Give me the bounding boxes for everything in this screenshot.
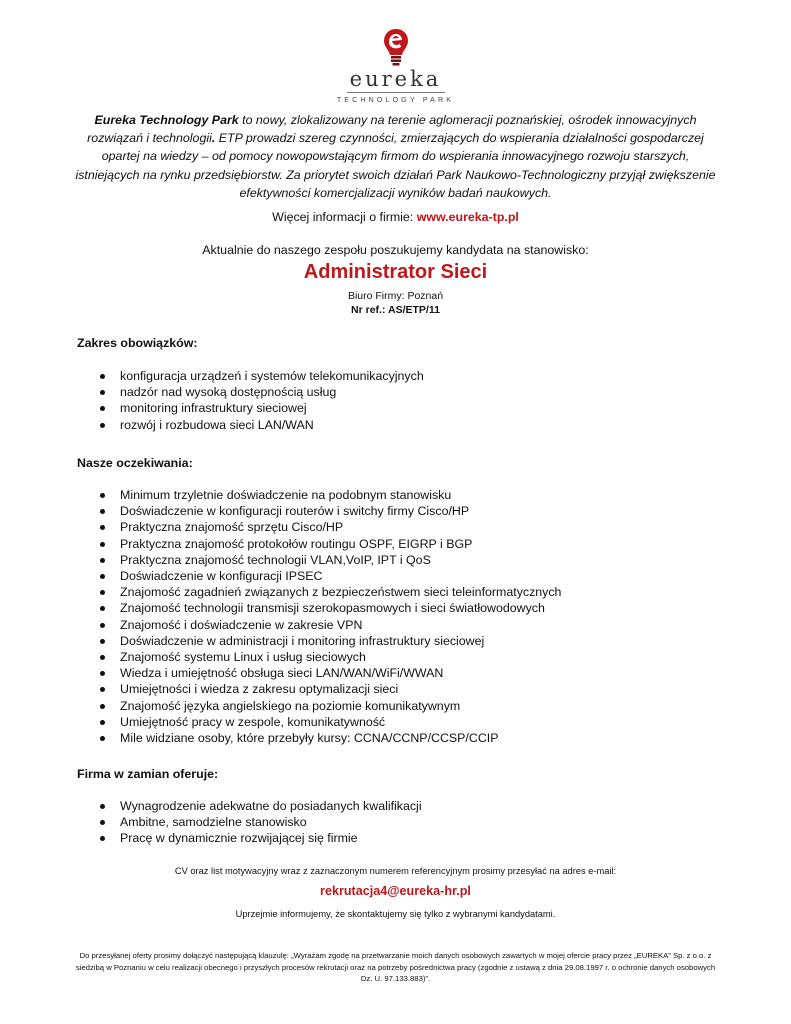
logo-wordmark: eureka <box>349 67 442 91</box>
bullet-icon <box>100 558 105 563</box>
bullet-icon <box>100 623 105 628</box>
list-item: Praktyczna znajomość protokołów routingu OSPF, EIGRP i BGP <box>98 536 561 552</box>
bullet-icon <box>100 671 105 676</box>
list-item: konfiguracja urządzeń i systemów telekomunikacyjnych <box>98 368 424 384</box>
cv-instructions: CV oraz list motywacyjny wraz z zaznaczonym numerem referencyjnym prosimy przesyłać na adres e-mail: <box>174 866 617 876</box>
list-item: Umiejętność pracy w zespole, komunikatywność <box>98 714 561 730</box>
list-item: Doświadczenie w konfiguracji IPSEC <box>98 568 561 584</box>
list-item: nadzór nad wysoką dostępnością usług <box>98 384 424 400</box>
eureka-logo <box>330 28 461 108</box>
more-info-line <box>70 210 721 224</box>
expectations-list <box>98 487 561 746</box>
bullet-icon <box>100 804 105 809</box>
bullet-icon <box>100 836 105 841</box>
bullet-icon <box>100 542 105 547</box>
list-item: rozwój i rozbudowa sieci LAN/WAN <box>98 417 424 433</box>
more-info-label: Więcej informacji o firmie: <box>272 210 417 224</box>
bullet-icon <box>100 509 105 514</box>
bullet-icon <box>100 423 105 428</box>
list-item: Znajomość języka angielskiego na poziomie komunikatywnym <box>98 698 561 714</box>
intro-dot: . <box>211 131 216 146</box>
list-item: Wynagrodzenie adekwatne do posiadanych kwalifikacji <box>98 798 422 814</box>
bullet-icon <box>100 655 105 660</box>
list-item: Znajomość i doświadczenie w zakresie VPN <box>98 617 561 633</box>
bullet-icon <box>100 590 105 595</box>
bullet-icon <box>100 574 105 579</box>
company-website-link[interactable]: www.eureka-tp.pl <box>416 210 519 224</box>
bullet-icon <box>100 525 105 530</box>
list-item: Ambitne, samodzielne stanowisko <box>98 814 422 830</box>
list-item: Znajomość zagadnień związanych z bezpieczeństwem sieci teleinformatycznych <box>98 584 561 600</box>
list-item: Mile widziane osoby, które przebyły kursy: CCNA/CCNP/CCSP/CCIP <box>98 730 561 746</box>
job-title: Administrator Sieci <box>303 261 488 283</box>
list-item: Minimum trzyletnie doświadczenie na podobnym stanowisku <box>98 487 561 503</box>
list-item: monitoring infrastruktury sieciowej <box>98 400 424 416</box>
contact-note: Uprzejmie informujemy, że skontaktujemy się tylko z wybranymi kandydatami. <box>235 909 556 919</box>
list-item: Wiedza i umiejętność obsługa sieci LAN/WAN/WiFi/WWAN <box>98 665 561 681</box>
bullet-icon <box>100 406 105 411</box>
office-location: Biuro Firmy: Poznań <box>347 290 444 302</box>
bullet-icon <box>100 687 105 692</box>
expectations-heading: Nasze oczekiwania: <box>77 456 193 470</box>
duties-heading: Zakres obowiązków: <box>77 336 198 350</box>
search-line: Aktualnie do naszego zespołu poszukujemy kandydata na stanowisko: <box>202 243 589 257</box>
list-item: Praktyczna znajomość technologii VLAN,VoIP, IPT i QoS <box>98 552 561 568</box>
bullet-icon <box>100 374 105 379</box>
list-item: Doświadczenie w konfiguracji routerów i switchy firmy Cisco/HP <box>98 503 561 519</box>
bullet-icon <box>100 736 105 741</box>
company-intro <box>70 111 721 202</box>
bullet-icon <box>100 639 105 644</box>
logo-divider <box>347 92 445 93</box>
list-item: Pracę w dynamicznie rozwijającej się firmie <box>98 830 422 846</box>
data-consent-clause: Do przesyłanej oferty prosimy dołączyć następującą klauzulę: „Wyrażam zgodę na przetwarzanie moich danych osobowych zawartych w mojej ofercie pracy przez „EUREKA” Sp. z o.o. z siedzibą w Poznaniu w celu realizacji obecnego i przyszłych procesów rekrutacji oraz na potrzeby pośrednictwa pracy (zgodnie z ustawą z dnia 29.08.1997 r. o ochronie danych osobowych Dz. U. 97.133.883)”. <box>75 951 716 984</box>
offer-heading: Firma w zamian oferuje: <box>77 767 219 781</box>
list-item: Praktyczna znajomość sprzętu Cisco/HP <box>98 519 561 535</box>
bullet-icon <box>100 720 105 725</box>
list-item: Znajomość systemu Linux i usług sieciowych <box>98 649 561 665</box>
duties-list <box>98 368 424 433</box>
list-item: Znajomość technologii transmisji szerokopasmowych i sieci światłowodowych <box>98 600 561 616</box>
bullet-icon <box>100 390 105 395</box>
list-item: Umiejętności i wiedza z zakresu optymalizacji sieci <box>98 681 561 697</box>
recruitment-email-link[interactable]: rekrutacja4@eureka-hr.pl <box>320 884 471 898</box>
bullet-icon <box>100 704 105 709</box>
intro-text-1: to nowy, zlokalizowany na terenie aglomeracji poznańskiej, ośrodek innowacyjnych rozwiązań i technologii <box>87 113 697 146</box>
bullet-icon <box>100 606 105 611</box>
reference-number: Nr ref.: AS/ETP/11 <box>351 304 440 316</box>
logo-subtitle: TECHNOLOGY PARK <box>336 97 455 104</box>
bullet-icon <box>100 820 105 825</box>
bullet-icon <box>100 493 105 498</box>
offer-list <box>98 798 422 847</box>
company-name: Eureka Technology Park <box>94 113 239 127</box>
list-item: Doświadczenie w administracji i monitoring infrastruktury sieciowej <box>98 633 561 649</box>
intro-text-2: ETP prowadzi szereg czynności, zmierzających do wspierania działalności gospodarczej opartej na wiedzy – od pomocy nowopowstającym firmom do wspierania innowacyjnego rozwoju starszych, istniejących na rynku przedsiębiorstw. Za priorytet swoich działań Park Naukowo-Technologiczny przyjął zwiększenie efektywności komercjalizacji wyników badań naukowych. <box>75 131 716 200</box>
lightbulb-logo-icon <box>383 28 409 68</box>
